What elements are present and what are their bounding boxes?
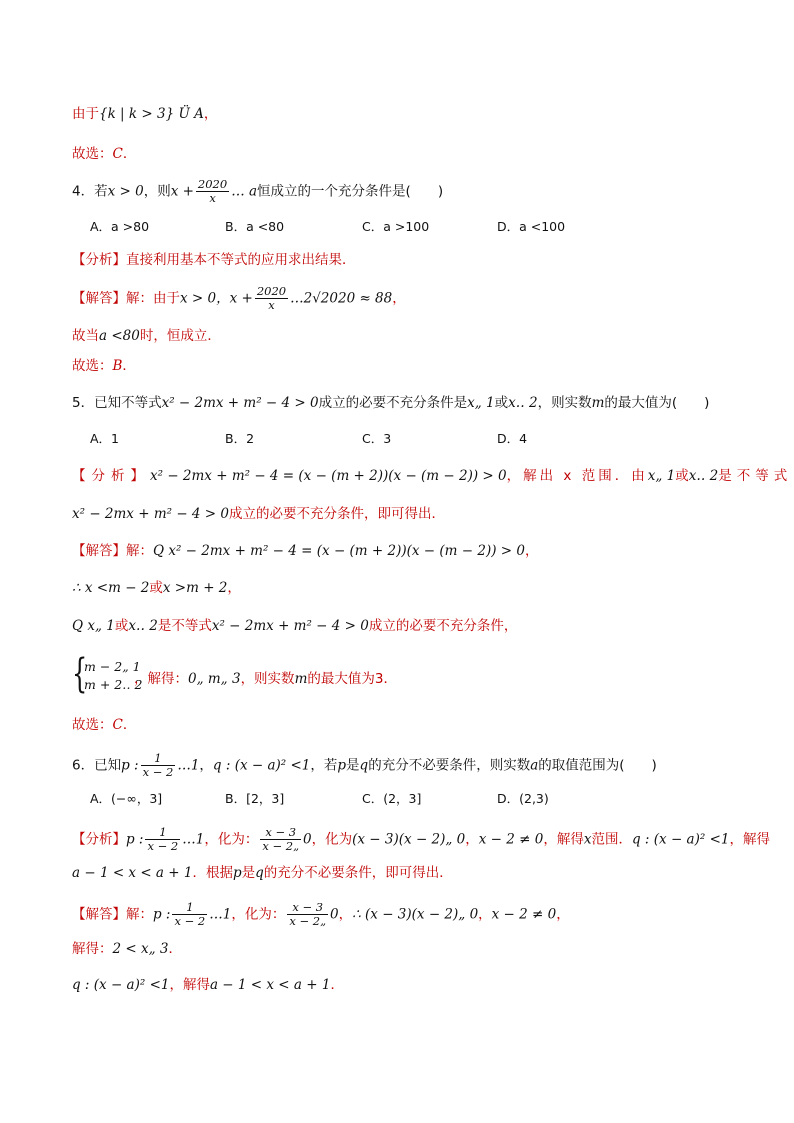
option-d: D．4 xyxy=(497,431,528,446)
text: 范围． xyxy=(591,831,632,848)
denominator: x − 2 xyxy=(174,914,206,928)
text: ，则 xyxy=(143,183,171,200)
analysis-line-2 xyxy=(72,864,453,882)
text: 6．已知 xyxy=(72,757,122,774)
solution-line xyxy=(72,940,182,958)
math-expression: p xyxy=(232,865,242,881)
math-expression: 0 xyxy=(303,831,312,848)
numerator: 1 xyxy=(145,826,180,840)
math-expression: x„ 1 xyxy=(647,468,676,484)
math-expression: x² − 2mx + m² − 4 > 0 xyxy=(211,618,369,634)
text: 是不等式 xyxy=(157,618,212,634)
text: ， xyxy=(556,906,570,923)
text: 或 xyxy=(114,618,129,634)
text: ． xyxy=(122,717,137,733)
text: ．根据 xyxy=(192,865,233,881)
text: ，解得 xyxy=(729,831,770,848)
text: ，化为 xyxy=(311,831,353,848)
question-5-stem xyxy=(72,394,709,412)
text: 的充分不必要条件，即可得出． xyxy=(263,865,453,881)
math-expression: x² − 2mx + m² − 4 > 0 xyxy=(161,395,319,411)
fraction xyxy=(287,901,328,928)
text: 成立的必要不充分条件，即可得出． xyxy=(229,506,445,522)
option-b: B．a <80 xyxy=(225,219,285,234)
solution-line xyxy=(72,542,538,560)
text: 解得： xyxy=(72,941,113,957)
math-expression: Q x„ 1 xyxy=(72,618,115,634)
equation-system-line xyxy=(72,651,402,698)
text: 直接利用基本不等式的应用求出结果． xyxy=(126,252,356,268)
math-expression: a − 1 < x < a + 1 xyxy=(72,865,193,881)
text: 时，恒成立． xyxy=(139,328,221,344)
text: ， xyxy=(478,906,492,923)
text: 是不等式 xyxy=(718,468,793,484)
math-expression: … a xyxy=(231,183,258,200)
math-expression: x‥ 2 xyxy=(508,395,538,411)
text: ，解得： xyxy=(134,671,188,687)
analysis-line xyxy=(72,467,792,485)
solution-tag: 【解答】 xyxy=(72,290,126,307)
math-expression: q xyxy=(359,757,369,774)
solution-line xyxy=(72,617,517,635)
system-row: m − 2„ 1 xyxy=(84,659,141,674)
analysis-line xyxy=(72,251,356,269)
numerator: 2020 xyxy=(197,177,228,191)
math-expression: x > 0 xyxy=(180,290,217,307)
text: ． xyxy=(168,941,182,957)
answer: C xyxy=(112,146,123,162)
option-a: A．(−∞，3] xyxy=(90,791,163,806)
text: ， xyxy=(465,831,479,848)
text: 成立的必要不充分条件是 xyxy=(318,395,468,411)
solution-line xyxy=(72,285,406,312)
math-expression: x‥ 2 xyxy=(688,468,719,484)
text: 的取值范围为( ) xyxy=(538,757,657,774)
math-expression: …1 xyxy=(209,906,232,923)
text-line xyxy=(72,716,136,734)
fraction xyxy=(172,901,207,928)
brace-icon: { xyxy=(72,651,88,697)
system-row: m + 2‥ 2 xyxy=(84,677,143,692)
text: ． xyxy=(330,977,344,993)
text: 的充分不必要条件，则实数 xyxy=(368,757,531,774)
text-line xyxy=(72,327,221,345)
text: 由于 xyxy=(72,106,99,122)
numerator: 1 xyxy=(172,901,207,915)
text: 故当 xyxy=(72,328,99,344)
option-d: D．(2,3) xyxy=(497,791,549,806)
math-expression: …2√2020 ≈ 88 xyxy=(290,290,393,307)
math-expression: {k | k > 3} Ü A xyxy=(99,106,204,122)
math-expression: x xyxy=(583,831,592,848)
question-6-stem xyxy=(72,752,657,779)
solution-line xyxy=(72,976,344,994)
math-expression: x + xyxy=(170,183,194,200)
math-expression: p : xyxy=(121,757,139,774)
question-4-stem xyxy=(72,178,443,205)
answer: B xyxy=(112,358,123,374)
text-line xyxy=(72,145,136,163)
math-expression: 0„ m„ 3 xyxy=(188,671,241,687)
analysis-tag: 【分析】 xyxy=(72,468,150,484)
math-expression: q xyxy=(255,865,264,881)
option-c: C．a >100 xyxy=(362,219,430,234)
text: ，解得 xyxy=(169,977,210,993)
math-expression: …1 xyxy=(177,757,200,774)
text: 故选： xyxy=(72,146,113,162)
math-expression: m xyxy=(294,671,308,687)
fraction xyxy=(196,178,229,205)
text: 的最大值为 xyxy=(307,671,375,687)
fraction xyxy=(145,826,180,853)
text: ， xyxy=(338,906,353,923)
fraction xyxy=(260,826,301,853)
text: 是 xyxy=(346,757,360,774)
text: ． xyxy=(122,146,137,162)
math-expression: p : xyxy=(153,906,171,923)
text: ，则实数 xyxy=(240,671,295,687)
text: ，化为： xyxy=(231,906,286,923)
math-expression: q : (x − a)² <1 xyxy=(72,977,170,993)
analysis-tag: 【分析】 xyxy=(72,831,126,848)
text: ，化为： xyxy=(204,831,259,848)
denominator: x − 2 xyxy=(147,839,179,853)
math-expression: ∴ (x − 3)(x − 2)„ 0 xyxy=(352,906,479,923)
text-line xyxy=(72,105,217,123)
text: 故选： xyxy=(72,358,113,374)
math-expression: a − 1 < x < a + 1 xyxy=(209,977,331,993)
denominator: x − 2 xyxy=(142,765,174,779)
denominator: x xyxy=(209,191,216,205)
text: ， xyxy=(203,106,218,122)
denominator: x − 2„ xyxy=(262,839,300,853)
option-c: C．(2，3] xyxy=(362,791,422,806)
text: 成立的必要不充分条件， xyxy=(368,618,518,634)
analysis-line-2 xyxy=(72,505,445,523)
option-b: B．[2，3] xyxy=(225,791,285,806)
text: 的最大值为( ) xyxy=(604,395,710,411)
text: ，则实数 xyxy=(537,395,592,411)
math-expression: (x − 3)(x − 2)„ 0 xyxy=(352,831,466,848)
denominator: x − 2„ xyxy=(289,914,327,928)
option-a: A．a >80 xyxy=(90,219,150,234)
text: 解： xyxy=(126,906,153,923)
math-expression: x − 2 ≠ 0 xyxy=(491,906,557,923)
text: 或 xyxy=(675,468,689,484)
math-expression: x² − 2mx + m² − 4 = (x − (m + 2))(x − (m − 2)) > 0 xyxy=(150,468,507,484)
math-expression: Q x² − 2mx + m² − 4 = (x − (m + 2))(x − (m − 2)) > 0 xyxy=(153,543,525,559)
text: ． xyxy=(122,358,136,374)
math-expression: x² − 2mx + m² − 4 > 0 xyxy=(72,506,229,522)
text: ． xyxy=(383,671,397,687)
text: 解： xyxy=(126,543,153,559)
option-c: C．3 xyxy=(362,431,392,446)
numerator: x − 3 xyxy=(260,826,301,840)
option-d: D．a <100 xyxy=(497,219,566,234)
solution-line xyxy=(72,579,241,597)
option-b: B．2 xyxy=(225,431,255,446)
solution-tag: 【解答】 xyxy=(72,543,126,559)
text: ，解出 x 范围．由 xyxy=(506,468,648,484)
math-expression: p : xyxy=(126,831,144,848)
analysis-tag: 【分析】 xyxy=(72,252,126,268)
math-expression: q : (x − a)² <1 xyxy=(632,831,730,848)
text: 故选： xyxy=(72,717,113,733)
math-expression: a xyxy=(530,757,539,774)
analysis-line xyxy=(72,826,770,853)
math-expression: x > 0 xyxy=(107,183,144,200)
text: 4．若 xyxy=(72,183,108,200)
math-expression: a <80 xyxy=(99,328,140,344)
text: ， xyxy=(392,290,406,307)
answer: C xyxy=(112,717,123,733)
option-a: A．1 xyxy=(90,431,120,446)
text: 是 xyxy=(241,865,256,881)
math-expression: m xyxy=(591,395,605,411)
math-expression: x‥ 2 xyxy=(128,618,158,634)
text: ， xyxy=(524,543,539,559)
solution-line xyxy=(72,901,570,928)
text: ， xyxy=(227,580,241,596)
denominator: x xyxy=(268,298,275,312)
math-expression: x >m + 2 xyxy=(162,580,228,596)
answer: 3 xyxy=(374,671,384,687)
numerator: x − 3 xyxy=(287,901,328,915)
math-expression: x„ 1 xyxy=(467,395,495,411)
math-expression: ，x + xyxy=(216,290,253,307)
text: ，解得 xyxy=(543,831,584,848)
math-expression: q : (x − a)² <1 xyxy=(212,757,311,774)
text: ，若 xyxy=(310,757,338,774)
text: 解：由于 xyxy=(126,290,180,307)
text: ， xyxy=(199,757,213,774)
text: 5．已知不等式 xyxy=(72,395,162,411)
math-expression: p xyxy=(337,757,347,774)
system-result xyxy=(134,667,397,687)
math-expression: x − 2 ≠ 0 xyxy=(478,831,544,848)
math-expression: ∴ x <m − 2 xyxy=(72,580,150,596)
math-expression: …1 xyxy=(182,831,205,848)
text-line xyxy=(72,357,136,375)
fraction xyxy=(141,752,176,779)
math-expression: 2 < x„ 3 xyxy=(112,941,169,957)
math-expression: 0 xyxy=(330,906,339,923)
solution-tag: 【解答】 xyxy=(72,906,126,923)
numerator: 2020 xyxy=(256,284,287,298)
text: 或 xyxy=(149,580,163,596)
fraction xyxy=(255,285,288,312)
numerator: 1 xyxy=(141,752,176,766)
text: 恒成立的一个充分条件是( ) xyxy=(257,183,444,200)
text: 或 xyxy=(494,395,509,411)
